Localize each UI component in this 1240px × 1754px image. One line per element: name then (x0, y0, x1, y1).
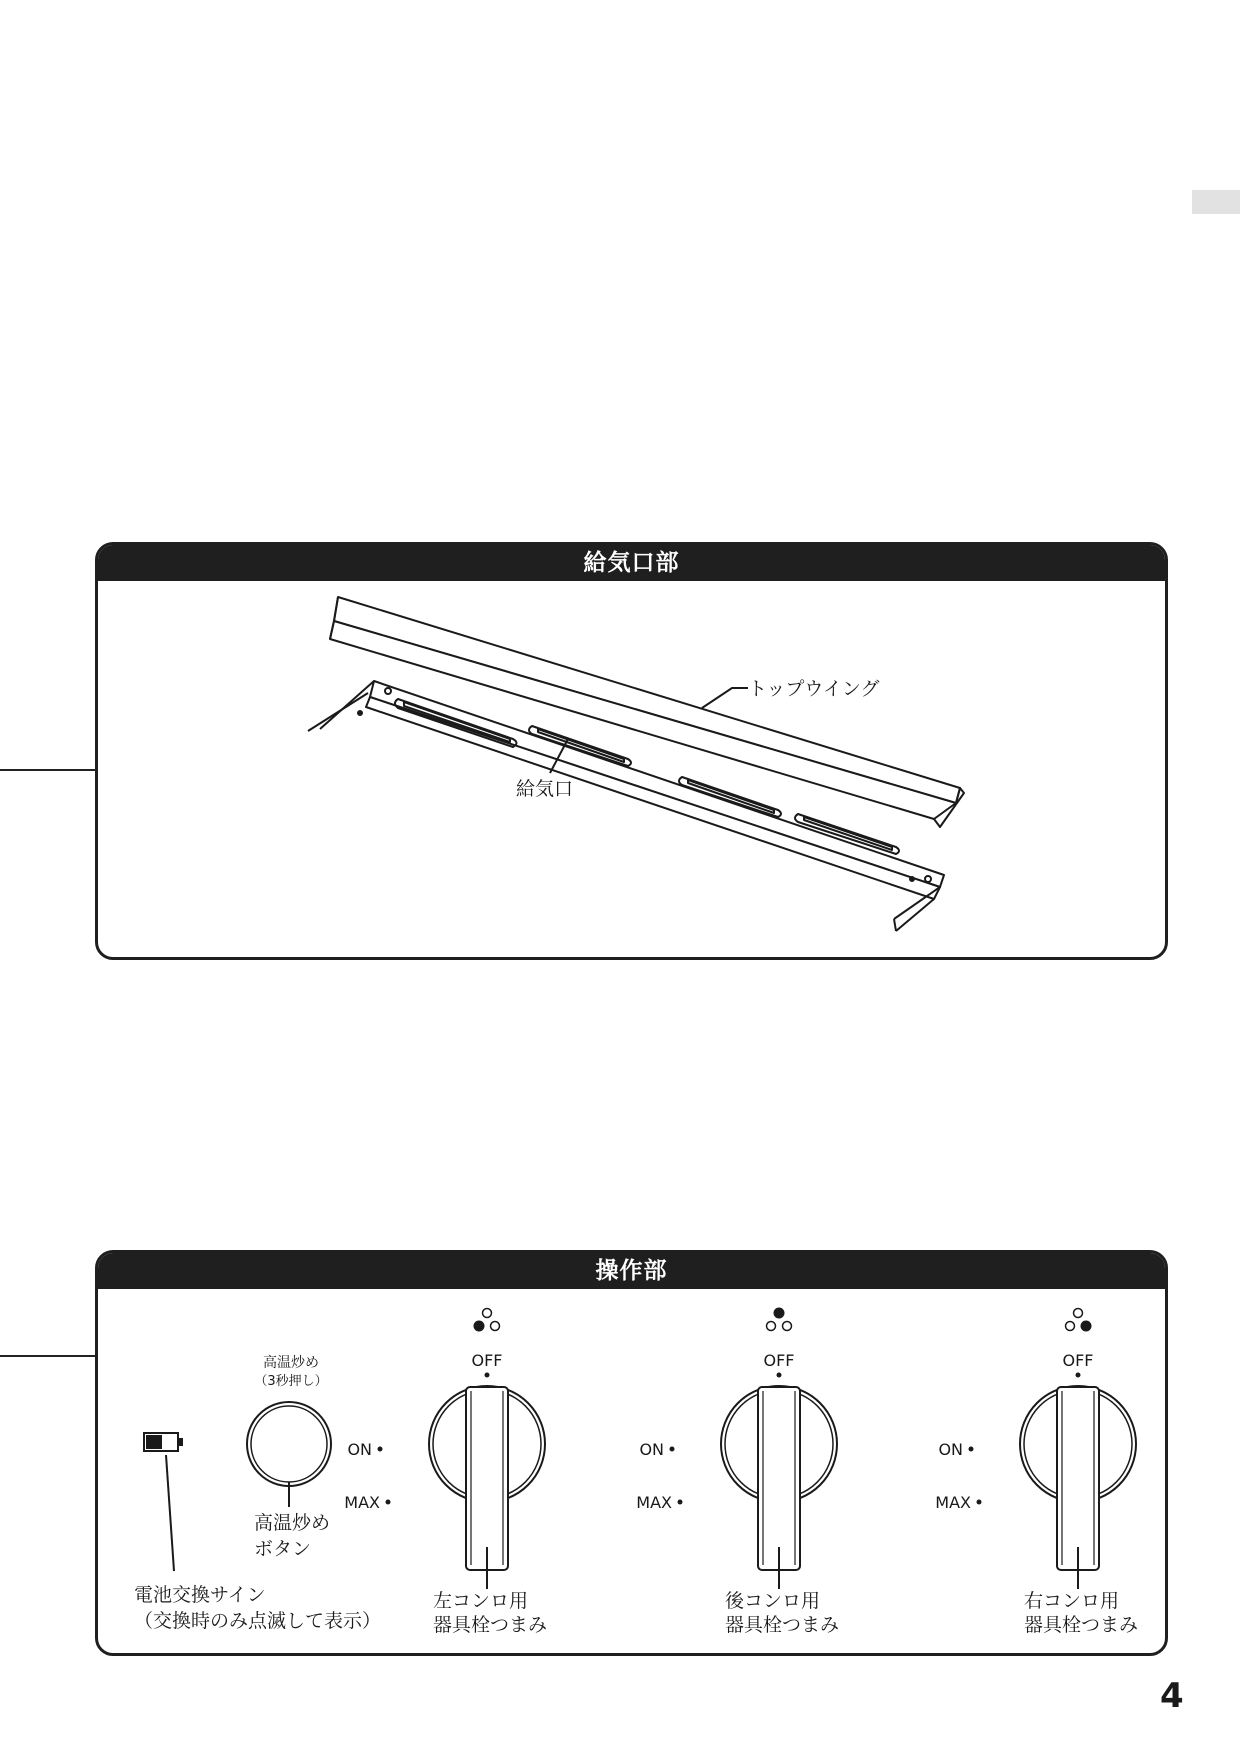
section-index-tab (1192, 190, 1240, 214)
battery-label-line2: （交換時のみ点滅して表示） (134, 1610, 382, 1632)
label-intake: 給気口 (516, 778, 574, 800)
right-burner-knob[interactable] (1020, 1386, 1136, 1570)
battery-label-line1: 電池交換サイン (134, 1584, 266, 1606)
control-illustration (98, 1289, 1165, 1653)
left-burner-indicator-icon (474, 1309, 500, 1332)
rear-knob-off-mark: OFF (763, 1351, 795, 1370)
rear-knob-max-mark: MAX (636, 1493, 672, 1512)
intake-panel (95, 542, 1168, 960)
right-knob-label-line1: 右コンロ用 (1024, 1590, 1120, 1612)
control-panel-title: 操作部 (98, 1253, 1165, 1289)
left-knob-label-line2: 器具栓つまみ (433, 1614, 548, 1636)
left-knob-label-line1: 左コンロ用 (433, 1590, 529, 1612)
rear-burner-indicator-icon (767, 1308, 792, 1331)
intake-illustration (98, 581, 1165, 957)
intake-panel-title: 給気口部 (98, 545, 1165, 581)
high-temp-button-label-line2: ボタン (254, 1538, 312, 1560)
left-knob-max-mark: MAX (344, 1493, 380, 1512)
right-knob-max-mark: MAX (935, 1493, 971, 1512)
right-knob-off-mark: OFF (1062, 1351, 1094, 1370)
battery-callout-line (166, 1455, 174, 1571)
high-temp-caption-line2: （3秒押し） (254, 1374, 328, 1389)
rear-burner-knob[interactable] (721, 1386, 837, 1570)
page-number: 4 (1160, 1676, 1184, 1716)
rear-knob-label-line1: 後コンロ用 (725, 1590, 821, 1612)
margin-leader-line (0, 769, 96, 771)
rear-knob-label-line2: 器具栓つまみ (725, 1614, 840, 1636)
topwing-callout-line (702, 688, 748, 708)
rear-knob-on-mark: ON (639, 1440, 664, 1459)
margin-leader-line (0, 1355, 96, 1357)
right-burner-indicator-icon (1066, 1309, 1092, 1332)
right-knob-on-mark: ON (938, 1440, 963, 1459)
label-topwing: トップウイング (748, 678, 880, 700)
left-knob-off-mark: OFF (471, 1351, 503, 1370)
left-burner-knob[interactable] (429, 1386, 545, 1570)
right-knob-label-line2: 器具栓つまみ (1024, 1614, 1139, 1636)
high-temp-caption-line1: 高温炒め (263, 1355, 319, 1371)
control-panel (95, 1250, 1168, 1656)
battery-sign-icon (144, 1433, 183, 1451)
high-temp-button-label-line1: 高温炒め (254, 1512, 331, 1534)
high-temp-button[interactable] (247, 1402, 331, 1486)
left-knob-on-mark: ON (347, 1440, 372, 1459)
